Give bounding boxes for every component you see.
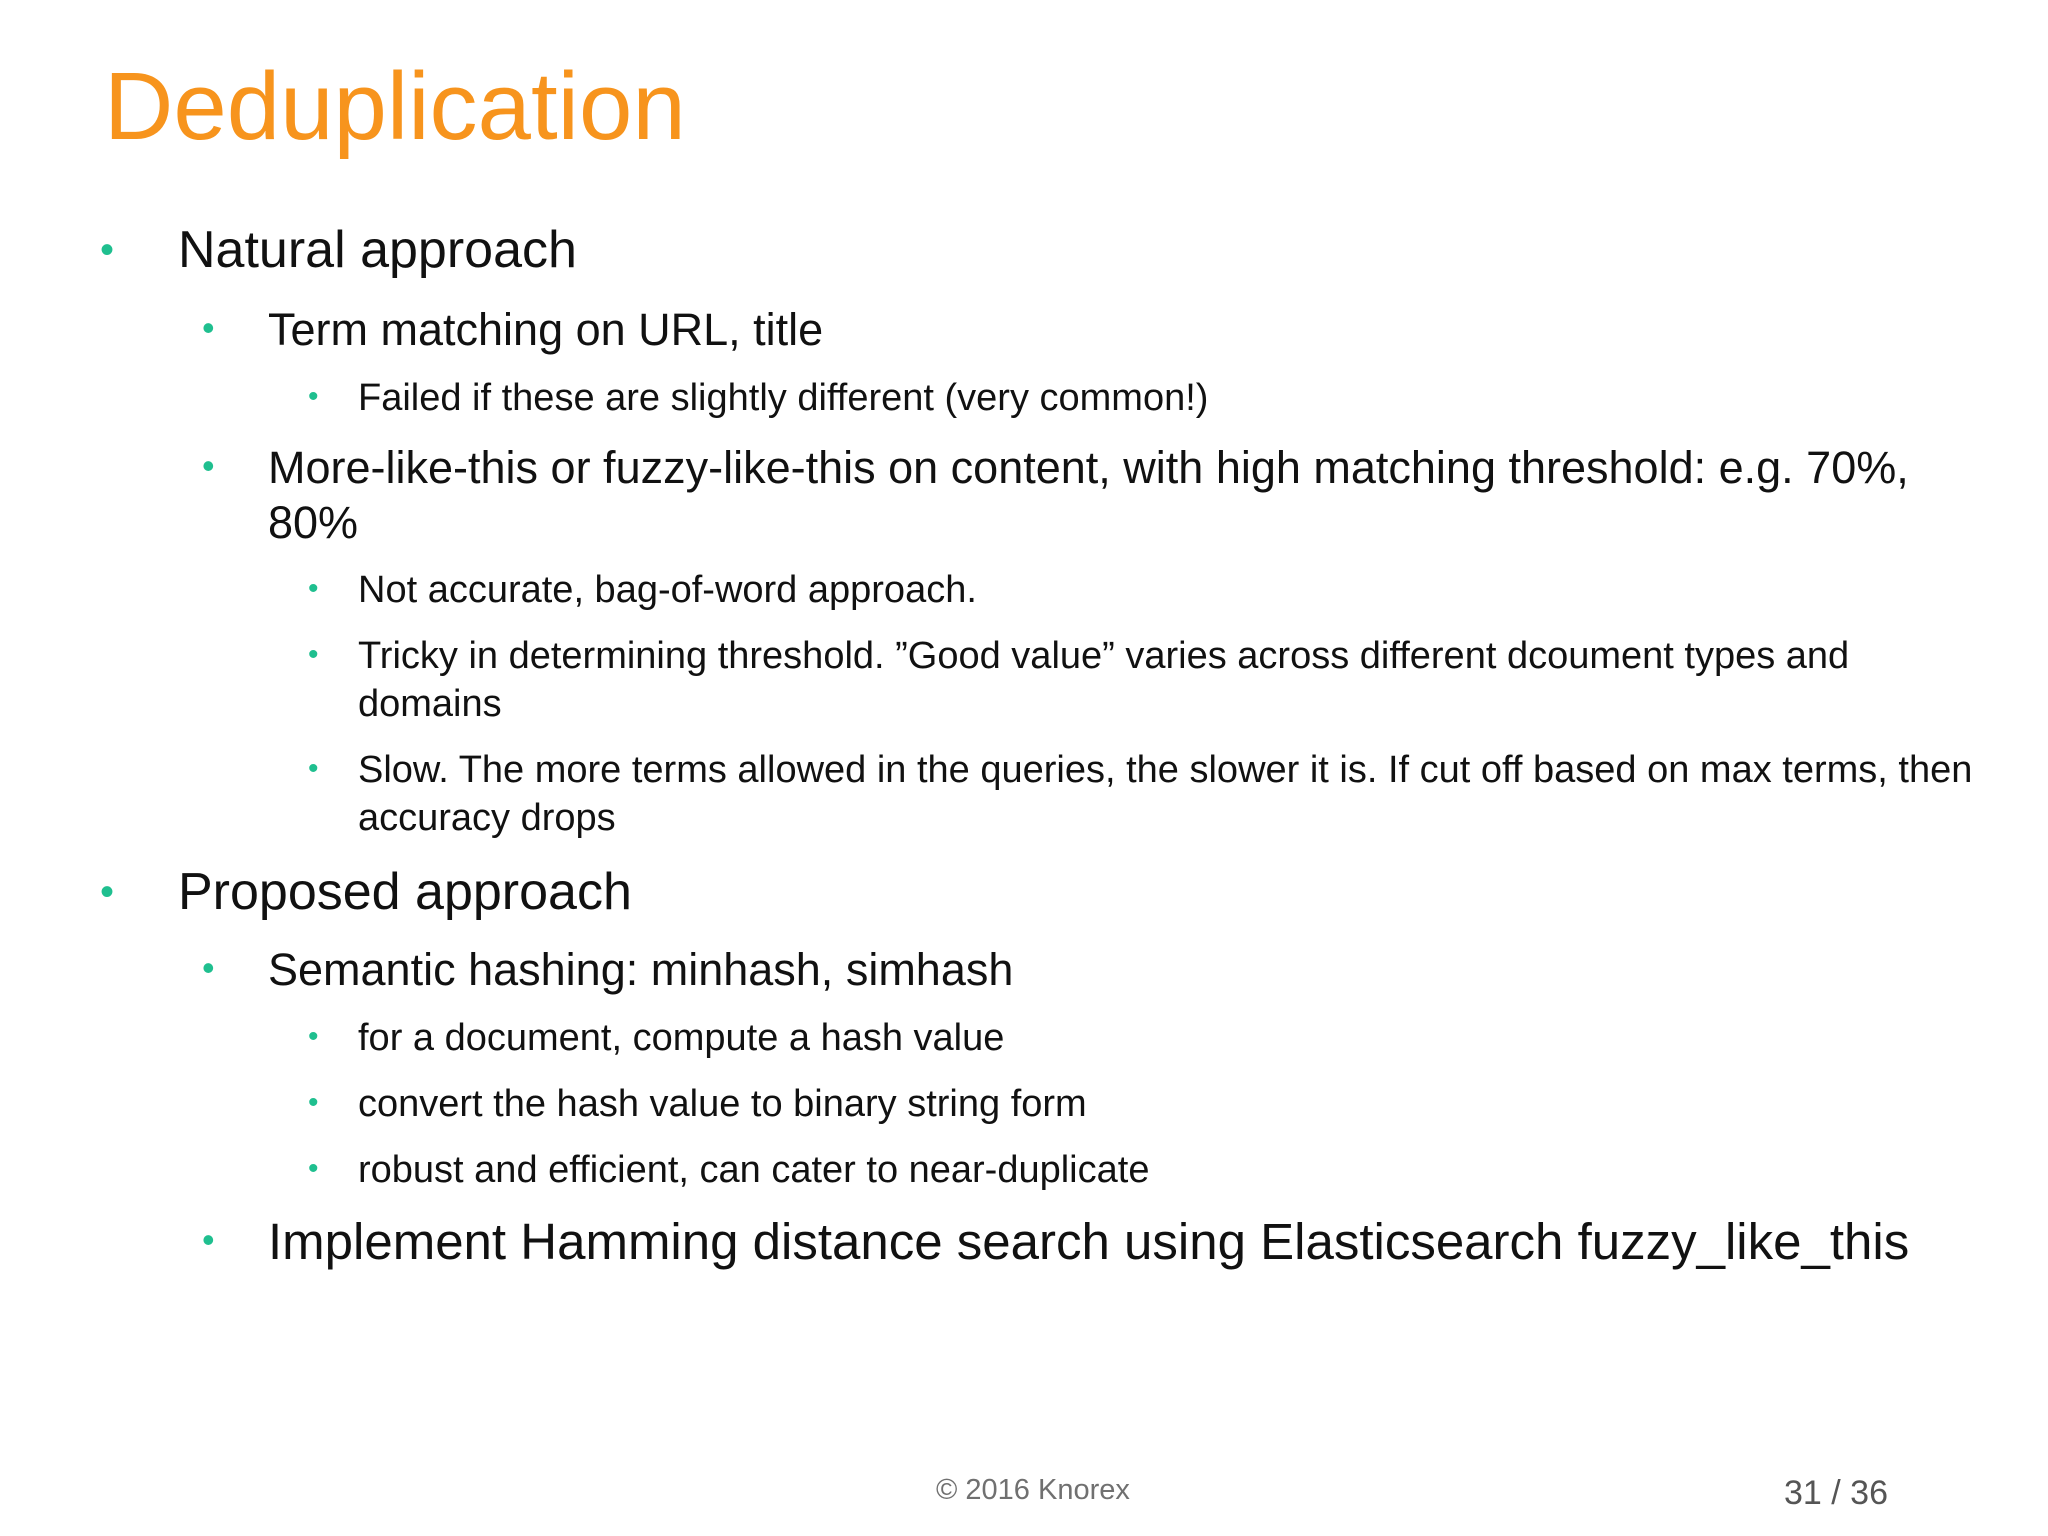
- bullet-dot-icon: •: [308, 380, 319, 413]
- bullet-text: Natural approach: [178, 221, 577, 279]
- page-number: 31 / 36: [1784, 1474, 1888, 1512]
- slide-title: Deduplication: [104, 53, 686, 160]
- bullet-text: Not accurate, bag-of-word approach.: [358, 569, 977, 611]
- bullet-text: More-like-this or fuzzy-like-this on content, with high matching threshold: e.g. 70%, 80%: [268, 442, 1909, 548]
- bullet-dot-icon: •: [100, 228, 115, 272]
- bullet-dot-icon: •: [308, 1020, 319, 1053]
- bullet-dot-icon: •: [308, 752, 319, 785]
- bullet-text: Implement Hamming distance search using Elasticsearch fuzzy_like_this: [268, 1213, 1910, 1270]
- footer-copyright: © 2016 Knorex: [936, 1474, 1130, 1506]
- bullet-text: Term matching on URL, title: [268, 304, 824, 355]
- bullet-dot-icon: •: [202, 947, 215, 988]
- bullet-dot-icon: •: [202, 1219, 215, 1260]
- bullet-dot-icon: •: [308, 1086, 319, 1119]
- bullet-text: robust and efficient, can cater to near-duplicate: [358, 1149, 1150, 1191]
- bullet-text: convert the hash value to binary string form: [358, 1083, 1087, 1125]
- bullet-text: for a document, compute a hash value: [358, 1017, 1005, 1059]
- bullet-text: Slow. The more terms allowed in the queries, the slower it is. If cut off based on max terms, then accuracy drops: [358, 749, 1973, 839]
- bullet-dot-icon: •: [308, 638, 319, 671]
- bullet-text: Proposed approach: [178, 863, 632, 921]
- bullet-text: Tricky in determining threshold. ”Good value” varies across different dcoument types and domains: [358, 635, 1850, 725]
- bullet-dot-icon: •: [202, 307, 215, 348]
- bullet-dot-icon: •: [202, 445, 215, 486]
- bullet-dot-icon: •: [100, 870, 115, 914]
- bullet-text: Failed if these are slightly different (very common!): [358, 377, 1209, 419]
- bullet-dot-icon: •: [308, 1152, 319, 1185]
- bullet-dot-icon: •: [308, 572, 319, 605]
- bullet-text: Semantic hashing: minhash, simhash: [268, 944, 1014, 995]
